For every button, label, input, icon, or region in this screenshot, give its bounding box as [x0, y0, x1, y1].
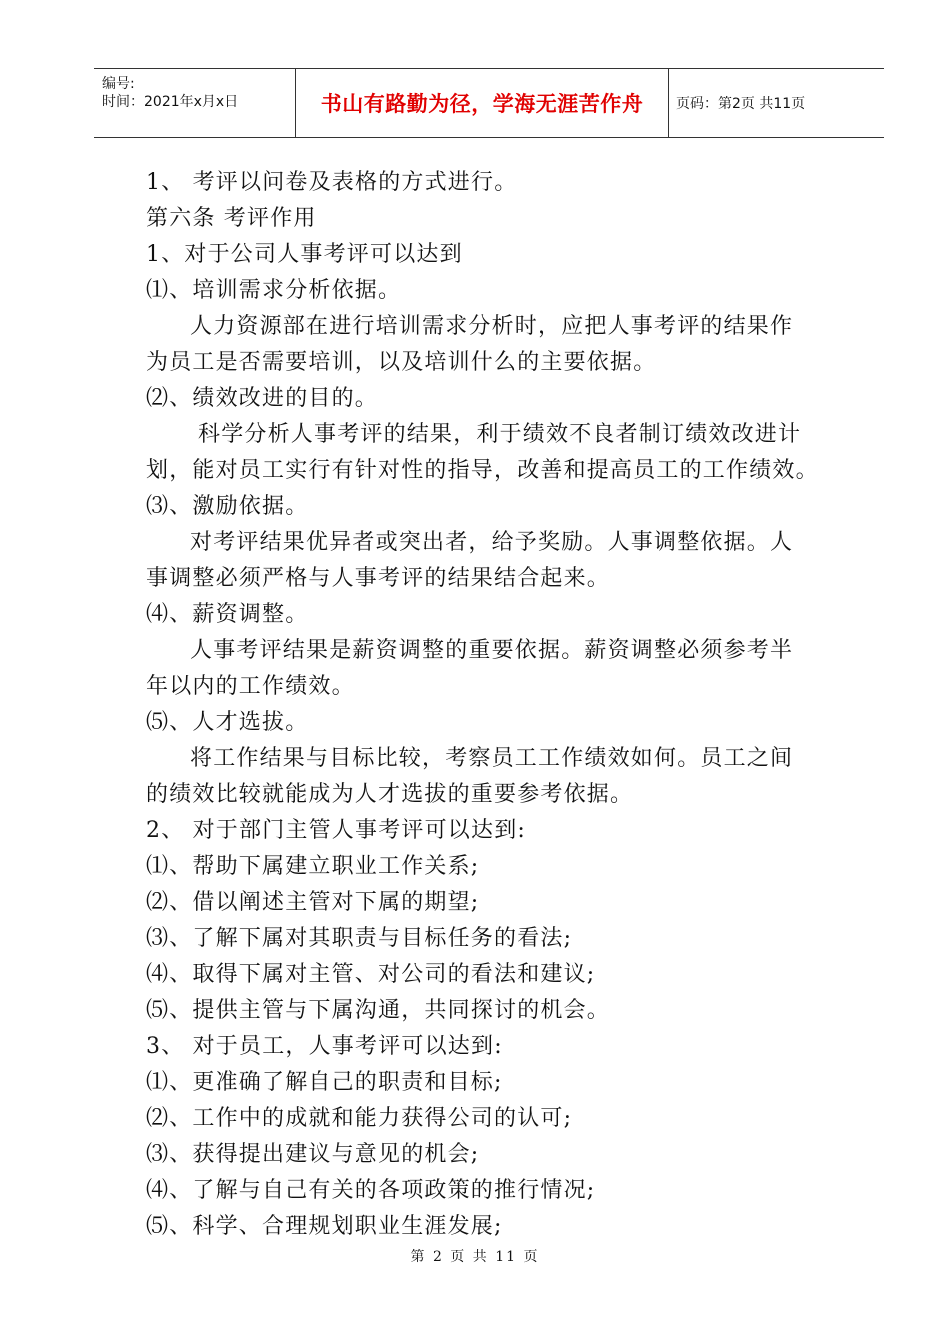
paragraph-line: 第六条 考评作用 — [146, 206, 317, 231]
paragraph-line: ⑷、了解与自己有关的各项政策的推行情况; — [146, 1178, 596, 1203]
header-page-label: 页码：第2页 共11页 — [676, 96, 806, 112]
page-footer: 第 2 页 共 11 页 — [410, 1249, 540, 1265]
paragraph-line: ⑸、科学、合理规划职业生涯发展; — [146, 1214, 503, 1239]
document-body — [146, 165, 846, 1245]
paragraph-line: 划，能对员工实行有针对性的指导，改善和提高员工的工作绩效。 — [146, 458, 819, 483]
header-meta — [102, 75, 238, 111]
paragraph-line: 年以内的工作绩效。 — [146, 674, 355, 699]
paragraph-line: ⑶、了解下属对其职责与目标任务的看法; — [146, 926, 573, 951]
paragraph-line: 对考评结果优异者或突出者，给予奖励。人事调整依据。人 — [190, 530, 794, 555]
paragraph-line: ⑵、工作中的成就和能力获得公司的认可; — [146, 1106, 573, 1131]
paragraph-line: ⑶、获得提出建议与意见的机会; — [146, 1142, 480, 1167]
paragraph-line: ⑴、培训需求分析依据。 — [146, 278, 402, 303]
paragraph-line: ⑷、取得下属对主管、对公司的看法和建议; — [146, 962, 596, 987]
paragraph-line: ⑴、更准确了解自己的职责和目标; — [146, 1070, 503, 1095]
paragraph-line: 为员工是否需要培训，以及培训什么的主要依据。 — [146, 350, 657, 375]
paragraph-line: ⑸、人才选拔。 — [146, 710, 309, 735]
paragraph-line: ⑶、激励依据。 — [146, 494, 309, 519]
paragraph-line: 人事考评结果是薪资调整的重要依据。薪资调整必须参考半 — [190, 638, 794, 663]
paragraph-line: 人力资源部在进行培训需求分析时，应把人事考评的结果作 — [190, 314, 794, 339]
paragraph-line: ⑷、薪资调整。 — [146, 602, 309, 627]
paragraph-line: ⑸、提供主管与下属沟通，共同探讨的机会。 — [146, 998, 611, 1023]
paragraph-line: 将工作结果与目标比较，考察员工工作绩效如何。员工之间 — [190, 746, 794, 771]
page-header — [94, 68, 884, 138]
paragraph-line: 科学分析人事考评的结果，利于绩效不良者制订绩效改进计 — [198, 422, 802, 447]
paragraph-line: 1、对于公司人事考评可以达到 — [146, 242, 463, 267]
paragraph-line: 1、 考评以问卷及表格的方式进行。 — [146, 170, 518, 195]
paragraph-line: ⑵、绩效改进的目的。 — [146, 386, 379, 411]
paragraph-line: ⑵、借以阐述主管对下属的期望; — [146, 890, 480, 915]
paragraph-line: 3、 对于员工，人事考评可以达到: — [146, 1034, 503, 1059]
paragraph-line: 的绩效比较就能成为人才选拔的重要参考依据。 — [146, 782, 634, 807]
header-motto: 书山有路勤为径，学海无涯苦作舟 — [295, 69, 669, 137]
paragraph-line: ⑴、帮助下属建立职业工作关系; — [146, 854, 480, 879]
time-label: 时间：2021年x月x日 — [102, 94, 239, 110]
paragraph-line: 事调整必须严格与人事考评的结果结合起来。 — [146, 566, 611, 591]
number-label: 编号: — [102, 76, 135, 92]
paragraph-line: 2、 对于部门主管人事考评可以达到: — [146, 818, 527, 843]
